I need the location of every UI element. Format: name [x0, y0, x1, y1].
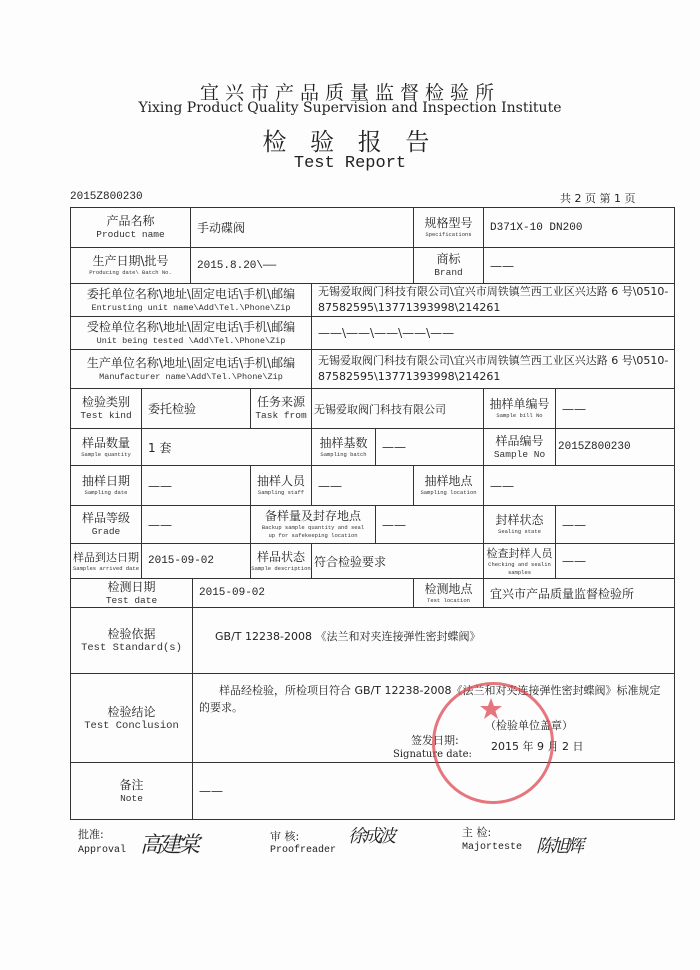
label-zh: 检验类别 — [81, 395, 130, 409]
value-unit-tested: ——\——\——\——\—— — [311, 316, 675, 350]
label-zh: 产品名称 — [106, 214, 155, 228]
label-en: Sampling batch — [320, 450, 367, 458]
value-test-kind: 委托检验 — [141, 388, 251, 429]
label-zh: 样品到达日期 — [73, 550, 139, 564]
label-en: Backup sample quantity and seal up for safekeeping location — [261, 524, 365, 539]
label-en: Checking and sealin samples — [488, 560, 551, 576]
label-en: Test location — [427, 596, 470, 604]
value-test-standard: GB/T 12238-2008 《法兰和对夹连接弹性密封蝶阀》 — [192, 607, 675, 674]
label-zh: 任务来源 — [256, 395, 305, 409]
page-count: 共 2 页 第 1 页 — [560, 192, 636, 205]
label-zh: 备注 — [119, 777, 144, 792]
value-arrived-date: 2015-09-02 — [141, 543, 251, 579]
value-test-conclusion: 样品经检验，所检项目符合 GB/T 12238-2008《法兰和对夹连接弹性密封蝶阀》标准规定的要求。 — [199, 684, 661, 714]
value-brand: —— — [483, 247, 675, 284]
label-zh: 封样状态 — [495, 513, 544, 527]
label-en: Entrusting unit name\Add\Tel.\Phone\Zip — [91, 302, 291, 313]
label-en: Specifications — [425, 231, 472, 238]
approval-signature: 高建棠 — [140, 833, 198, 858]
label-unit-tested — [70, 316, 312, 350]
label-sample-bill — [483, 388, 556, 429]
value-grade: —— — [141, 505, 251, 544]
label-en: Sample No — [493, 448, 546, 460]
value-sample-bill: —— — [555, 388, 675, 429]
label-zh: 抽样日期 — [81, 474, 130, 488]
approval-label-zh: 批准: — [78, 828, 104, 841]
label-sample-quantity — [70, 428, 142, 466]
label-sampling-location — [413, 465, 484, 506]
value-sealing-state: —— — [555, 505, 675, 544]
institute-name-zh: 宜兴市产品质量监督检验所 — [199, 82, 500, 104]
label-zh: 检测日期 — [107, 579, 156, 594]
label-test-kind — [70, 388, 142, 429]
label-en: Product name — [96, 229, 165, 240]
label-backup-sample — [250, 505, 376, 544]
label-zh: 检验依据 — [107, 627, 156, 641]
label-brand — [413, 247, 484, 284]
label-test-date — [70, 578, 193, 608]
label-note — [70, 762, 193, 820]
label-en: Brand — [434, 267, 463, 278]
label-checking-staff — [483, 543, 556, 579]
value-specifications: D371X-10 DN200 — [483, 207, 675, 248]
signature-date-label-en: Signature date: — [393, 749, 472, 760]
label-specifications — [413, 207, 484, 248]
value-note: —— — [192, 762, 675, 820]
value-sampling-staff: —— — [311, 465, 414, 506]
value-sampling-batch: —— — [375, 428, 484, 466]
label-en: Manufacturer name\Add\Tel.\Phone\Zip — [99, 371, 283, 382]
value-backup-sample: —— — [375, 505, 484, 544]
label-zh: 备样量及封存地点 — [264, 509, 361, 523]
label-sampling-date — [70, 465, 142, 506]
label-en: Test Conclusion — [84, 719, 179, 732]
label-test-location — [413, 578, 484, 608]
label-en: Sample description — [251, 564, 311, 572]
label-en: Producing date\ Batch No. — [89, 269, 172, 276]
label-en: Sampling date — [84, 489, 128, 496]
label-zh: 检验结论 — [107, 704, 156, 719]
signature-date-label-zh: 签发日期: — [411, 734, 459, 747]
label-zh: 检测地点 — [424, 581, 473, 596]
value-manufacturer: 无锡爱取阀门科技有限公司\宜兴市周铁镇竺西工业区兴达路 6 号\0510-87582595\13771393998\214261 — [311, 349, 675, 389]
label-en: Grade — [91, 526, 121, 537]
label-zh: 规格型号 — [424, 216, 473, 230]
proofreader-label-en: Proofreader — [270, 845, 337, 856]
value-test-location: 宜兴市产品质量监督检验所 — [483, 578, 675, 608]
label-zh: 生产单位名称\地址\固定电话\手机\邮编 — [86, 355, 296, 370]
label-en: Task from — [255, 410, 307, 421]
report-title-en: Test Report — [293, 154, 407, 173]
value-sampling-date: —— — [141, 465, 251, 506]
conclusion-box — [192, 673, 675, 763]
majortester-label-zh: 主 检: — [462, 826, 492, 839]
majortester-label-en: Majorteste — [462, 842, 523, 853]
label-en: Test date — [105, 594, 158, 606]
label-zh: 抽样人员 — [256, 474, 305, 488]
institute-name-en: Yixing Product Quality Supervision and Inspection Institute — [138, 100, 562, 116]
label-en: Sampling location — [420, 489, 477, 496]
label-test-conclusion — [70, 673, 193, 763]
label-producing-date — [70, 247, 191, 284]
label-zh: 委托单位名称\地址\固定电话\手机\邮编 — [86, 286, 296, 301]
label-en: Test kind — [80, 410, 132, 421]
value-sample-quantity: 1 套 — [141, 428, 312, 466]
label-sampling-batch — [311, 428, 376, 466]
value-test-date: 2015-09-02 — [192, 578, 414, 608]
value-producing-date: 2015.8.20\—— — [190, 247, 414, 284]
label-en: Unit being tested \Add\Tel.\Phone\Zip — [96, 335, 286, 346]
value-entrusting-unit: 无锡爱取阀门科技有限公司\宜兴市周铁镇竺西工业区兴达路 6 号\0510-87582595\13771393998\214261 — [311, 283, 675, 317]
proofreader-signature: 徐成波 — [348, 826, 393, 847]
label-zh: 抽样单编号 — [489, 397, 550, 411]
label-entrusting-unit — [70, 283, 312, 317]
label-sample-no — [483, 428, 556, 466]
proofreader-label-zh: 审 核: — [270, 830, 300, 843]
report-number: 2015Z800230 — [70, 191, 143, 203]
approval-label-en: Approval — [78, 845, 127, 856]
label-manufacturer — [70, 349, 312, 389]
label-zh: 检查封样人员 — [486, 546, 553, 560]
signature-date-value: 2015 年 9 月 2 日 — [491, 740, 584, 753]
label-sampling-staff — [250, 465, 312, 506]
label-sealing-state — [483, 505, 556, 544]
label-arrived-date — [70, 543, 142, 579]
label-task-from — [250, 388, 312, 429]
label-en: Sample quantity — [81, 450, 131, 458]
report-title-zh: 检 验 报 告 — [262, 128, 438, 156]
label-en: Sealing state — [498, 528, 541, 535]
label-zh: 抽样基数 — [319, 435, 368, 450]
value-sampling-location: —— — [483, 465, 675, 506]
label-zh: 受检单位名称\地址\固定电话\手机\邮编 — [86, 319, 296, 334]
label-zh: 商标 — [436, 252, 461, 266]
label-en: Note — [120, 792, 143, 804]
value-product-name: 手动碟阀 — [190, 207, 414, 248]
label-sample-description — [250, 543, 312, 579]
label-en: Sampling staff — [257, 489, 305, 496]
label-product-name — [70, 207, 191, 248]
label-zh: 样品状态 — [256, 549, 305, 564]
label-zh: 样品数量 — [81, 435, 130, 450]
value-sample-description: 符合检验要求 — [311, 543, 484, 579]
label-zh: 抽样地点 — [424, 474, 473, 488]
value-task-from: 无锡爱取阀门科技有限公司 — [311, 388, 484, 429]
value-checking-staff: —— — [555, 543, 675, 579]
seal-note: （检验单位盖章） — [485, 719, 573, 732]
label-en: Sample bill No — [496, 412, 543, 419]
label-test-standard — [70, 607, 193, 674]
label-en: Test Standard(s) — [81, 642, 182, 654]
label-grade — [70, 505, 142, 544]
majortester-signature: 陈旭辉 — [536, 836, 581, 857]
label-en: Samples arrived date — [72, 564, 139, 572]
label-zh: 生产日期\批号 — [92, 254, 169, 268]
label-zh: 样品等级 — [81, 511, 130, 525]
value-sample-no: 2015Z800230 — [555, 428, 675, 466]
label-zh: 样品编号 — [495, 433, 544, 448]
